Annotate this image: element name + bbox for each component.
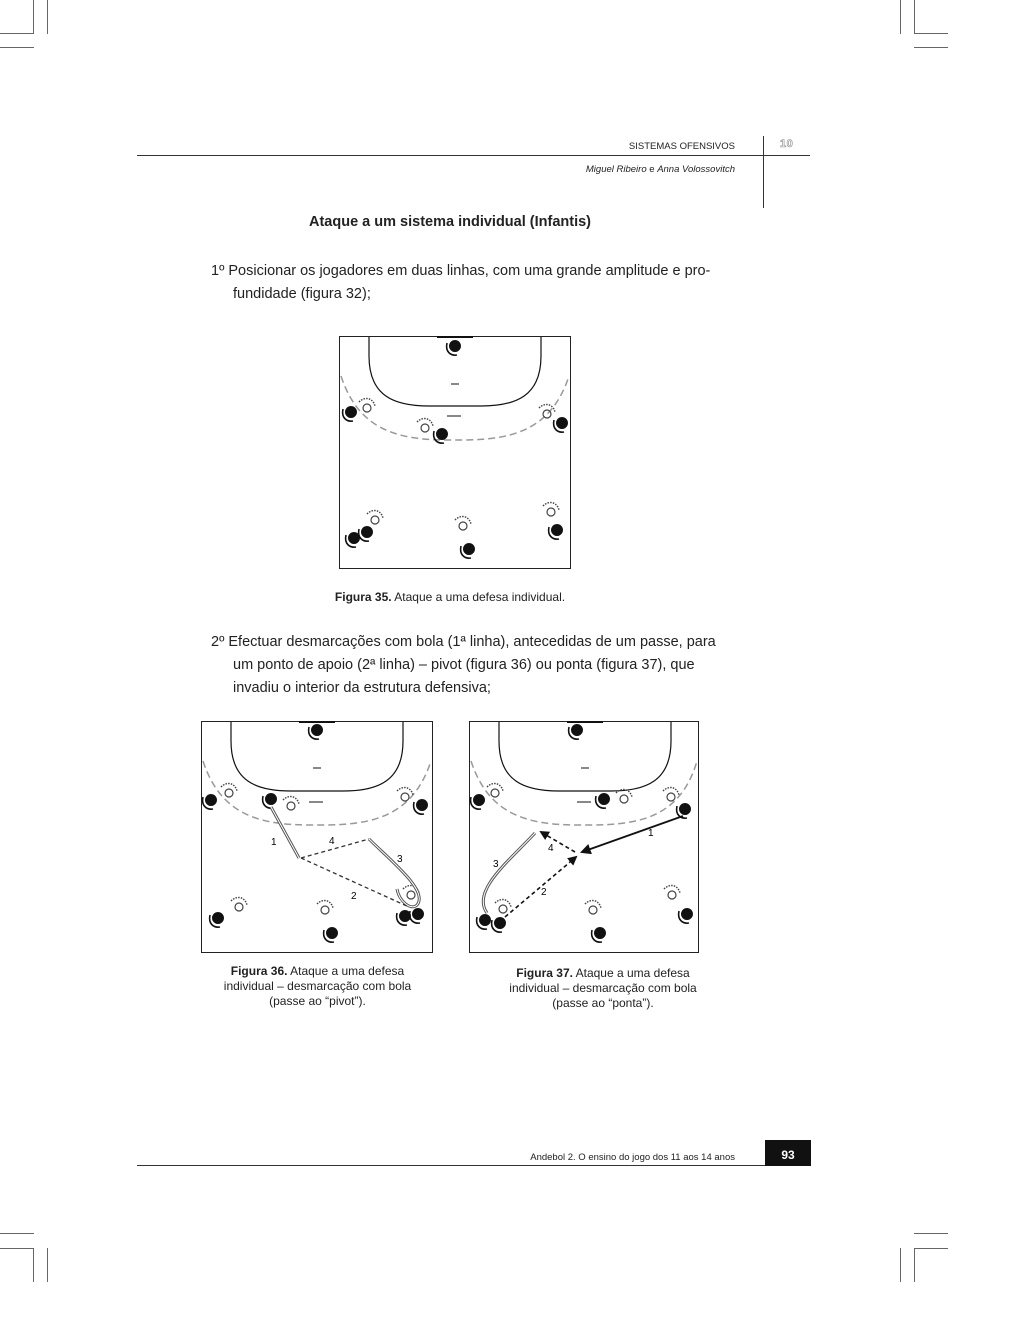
crop-mark — [900, 0, 901, 34]
header-vertical-rule — [763, 136, 764, 208]
footer-book-title: Andebol 2. O ensino do jogo dos 11 aos 14 anos — [530, 1152, 735, 1163]
author-2: Anna Volossovitch — [657, 164, 735, 175]
crop-mark — [33, 1248, 34, 1282]
path-label-4: 4 — [548, 843, 554, 854]
author-1: Miguel Ribeiro — [585, 164, 647, 175]
path-label-3: 3 — [493, 859, 499, 870]
paragraph-2-line: invadiu o interior da estrutura defensiva; — [233, 680, 491, 696]
crop-mark — [0, 1233, 34, 1234]
crop-mark — [914, 47, 948, 48]
path-label-2: 2 — [351, 891, 357, 902]
path-label-4: 4 — [329, 836, 335, 847]
figure-37-caption-line-3: (passe ao “ponta”). — [552, 996, 654, 1010]
figure-37-caption-line-2: individual – desmarcação com bola — [509, 981, 697, 995]
chapter-number: 10 — [780, 138, 794, 150]
header-rule — [137, 155, 810, 156]
figure-36-text: Ataque a uma defesa — [287, 964, 405, 978]
paragraph-2 — [211, 631, 735, 700]
figure-37-caption-line-1 — [478, 966, 728, 981]
crop-mark — [900, 1248, 901, 1282]
figure-35-text: Ataque a uma defesa individual. — [391, 590, 566, 604]
figure-36-caption-line-2: individual – desmarcação com bola — [223, 979, 412, 993]
page-number: 93 — [765, 1140, 811, 1166]
path-label-1: 1 — [648, 828, 654, 839]
figure-37-text: Ataque a uma defesa — [572, 966, 690, 980]
crop-mark — [914, 33, 948, 34]
path-label-2: 2 — [541, 887, 547, 898]
crop-mark — [47, 1248, 48, 1282]
figure-37-label: Figura 37. — [516, 966, 573, 980]
figure-35-diagram — [339, 336, 571, 569]
figure-37-diagram — [469, 721, 701, 953]
paragraph-1-line: fundidade (figura 32); — [233, 286, 371, 302]
author-join: e — [646, 164, 658, 175]
figure-36-label: Figura 36. — [230, 964, 288, 978]
figure-37-caption — [478, 966, 728, 1011]
crop-mark — [47, 0, 48, 34]
figure-36-caption — [195, 964, 440, 1009]
footer-rule — [137, 1165, 810, 1166]
crop-mark — [0, 47, 34, 48]
paragraph-2-line: 2º Efectuar desmarcações com bola (1ª linha), antecedidas de um passe, para — [211, 634, 716, 650]
path-label-3: 3 — [397, 854, 403, 865]
figure-35-label: Figura 35. — [334, 590, 392, 604]
running-head-authors — [480, 164, 735, 175]
paragraph-1 — [211, 260, 735, 306]
crop-mark — [914, 1248, 915, 1282]
crop-mark — [914, 1248, 948, 1249]
section-title: Ataque a um sistema individual (Infantis) — [309, 214, 591, 230]
paragraph-2-line: um ponto de apoio (2ª linha) – pivot (figura 36) ou ponta (figura 37), que — [233, 657, 695, 673]
path-label-1: 1 — [271, 837, 277, 848]
crop-mark — [914, 1233, 948, 1234]
running-head-section: SISTEMAS OFENSIVOS — [628, 141, 735, 152]
figure-36-caption-line-1 — [195, 964, 440, 979]
crop-mark — [33, 0, 34, 34]
crop-mark — [0, 1248, 34, 1249]
crop-mark — [914, 0, 915, 34]
crop-mark — [0, 33, 34, 34]
figure-36-diagram — [201, 721, 433, 953]
figure-36-caption-line-3: (passe ao “pivot”). — [269, 994, 366, 1008]
figure-35-caption — [300, 590, 600, 605]
paragraph-1-line: 1º Posicionar os jogadores em duas linhas, com uma grande amplitude e pro- — [211, 263, 711, 279]
